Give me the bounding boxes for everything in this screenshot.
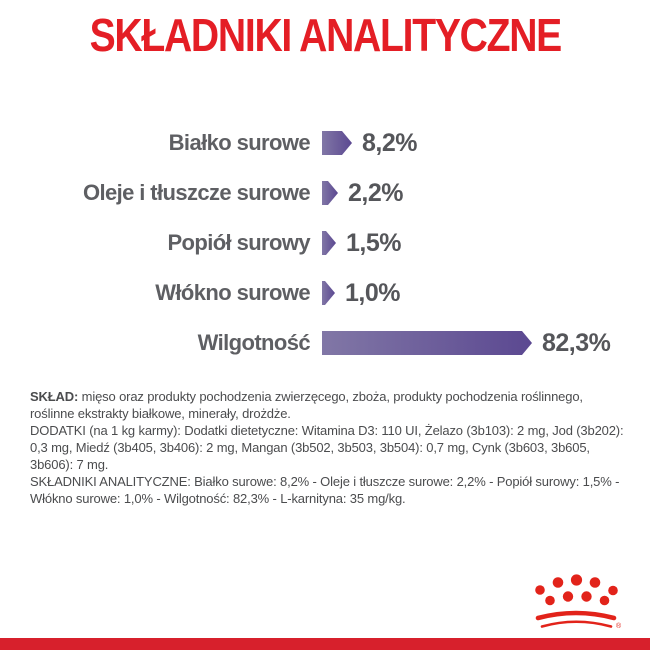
bar-label: Włókno surowe [155, 280, 310, 305]
bar-label: Białko surowe [168, 130, 310, 155]
analytical-constituents-paragraph: SKŁADNIKI ANALITYCZNE: Białko surowe: 8,2% - Oleje i tłuszcze surowe: 2,2% - Popiół surowy: 1,5% - Włókno surowe: 1,0% - Wilgotność: 82,3% - L-karnityna: 35 mg/kg. [30, 474, 620, 506]
bar-value: 82,3% [542, 328, 611, 357]
analytical-chart [0, 118, 650, 368]
chart-row [0, 168, 650, 218]
chart-row [0, 268, 650, 318]
bar-arrow [322, 231, 336, 255]
royal-canin-crown-logo [528, 570, 624, 632]
bar-arrow [322, 131, 352, 155]
bar-arrow [322, 181, 338, 205]
legal-text-block [30, 388, 626, 507]
bar-value: 1,0% [345, 278, 400, 307]
bar-value: 2,2% [348, 178, 403, 207]
composition-paragraph [30, 388, 626, 422]
registered-trademark-symbol: ® [616, 623, 622, 630]
bar-arrow [322, 281, 335, 305]
crown-arcs [538, 613, 614, 627]
chart-row [0, 118, 650, 168]
chart-row [0, 218, 650, 268]
page-title-text: SKŁADNIKI ANALITYCZNE [89, 9, 561, 61]
page-title [0, 9, 650, 61]
chart-row [0, 318, 650, 368]
composition-label: SKŁAD: [30, 389, 79, 404]
bar-value: 1,5% [346, 228, 401, 257]
bar-value: 8,2% [362, 128, 417, 157]
bar-label: Popiół surowy [167, 230, 310, 255]
bar-arrow [322, 331, 532, 355]
footer-red-bar [0, 638, 650, 650]
crown-dots [535, 574, 618, 605]
bar-label: Wilgotność [197, 330, 310, 355]
additives-paragraph: DODATKI (na 1 kg karmy): Dodatki dietetyczne: Witamina D3: 110 UI, Żelazo (3b103): 2 mg, Jod (3b202): 0,3 mg, Miedź (3b405, 3b406): 2 mg, Mangan (3b502, 3b503, 3b504): 0,7 mg, Cynk (3b603, 3b605, 3b606): 7 mg. [30, 423, 624, 472]
composition-text: mięso oraz produkty pochodzenia zwierzęcego, zboża, produkty pochodzenia roślinnego, roślinne ekstrakty białkowe, minerały, drożdże. [30, 389, 583, 421]
bar-label: Oleje i tłuszcze surowe [82, 180, 310, 205]
